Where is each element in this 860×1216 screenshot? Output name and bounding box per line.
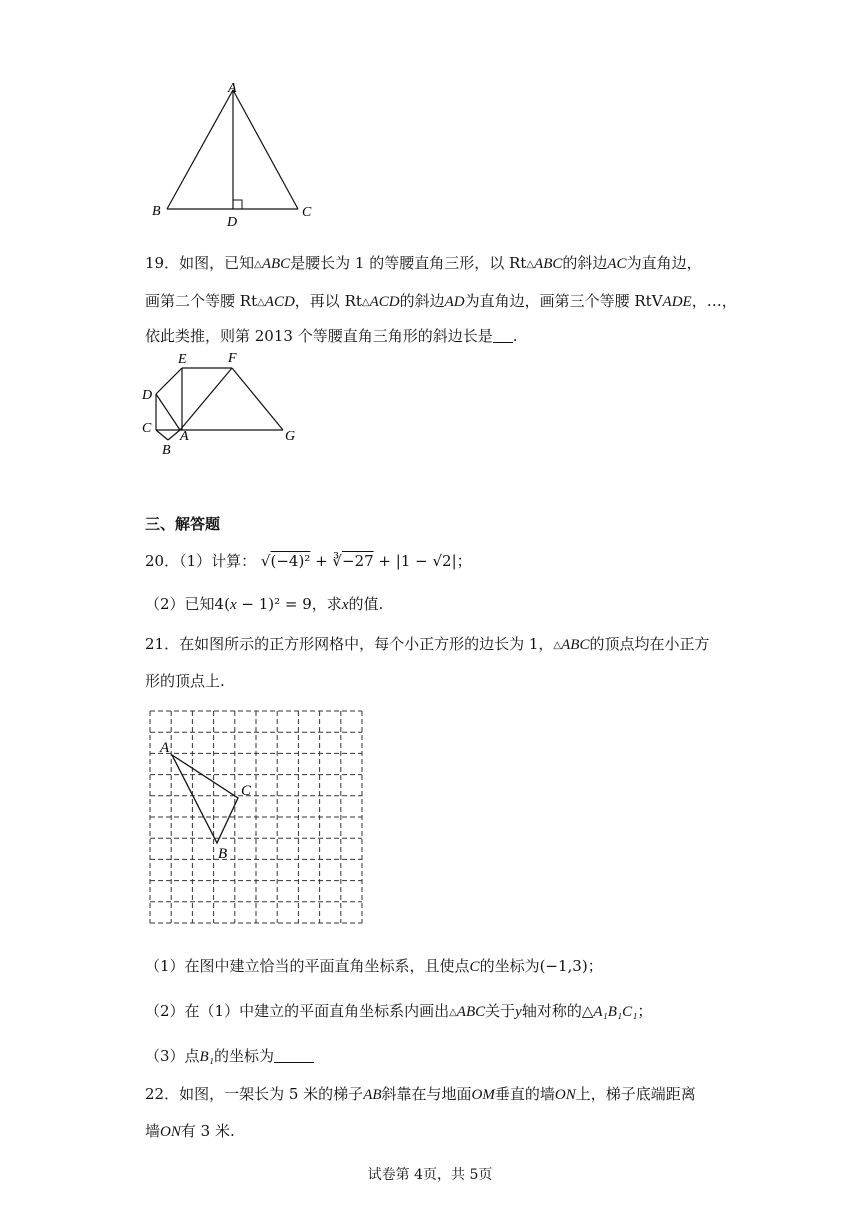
point-label-f: F [228,351,237,366]
section-heading: 三、解答题 [145,515,221,533]
question-21-line-2: 形的顶点上. [145,672,225,690]
answer-blank-21 [274,1048,314,1063]
question-21-subquestion-3: （3）点B₁的坐标为 [145,1045,314,1068]
triangle-abc [172,755,238,843]
question-19-line-3: 依此类推，则第 2013 个等腰直角三角形的斜边长是 . [145,327,518,345]
vertex-label-b: B [152,204,161,219]
grid-label-b: B [218,846,228,862]
question-21-subquestion-2: （2）在（1）中建立的平面直角坐标系内画出△ABC关于y轴对称的△A₁B₁C₁； [145,1002,653,1020]
question-21-subquestion-1: （1）在图中建立恰当的平面直角坐标系，且使点C的坐标为(−1,3)； [145,957,603,975]
point-label-e: E [178,352,187,367]
point-label-c: C [142,421,152,436]
point-label-b: B [162,443,171,458]
question-22-line-1: 22．如图，一架长为 5 米的梯子AB斜靠在与地面OM垂直的墙ON上，梯子底端距离 [145,1085,696,1103]
grid-label-c: C [241,783,252,799]
answer-blank-19 [493,328,513,343]
point-label-g: G [285,429,296,444]
question-22-line-2: 墙ON有 3 米. [145,1122,235,1140]
page-footer: 试卷第 4页，共 5页 [367,1167,493,1183]
triangle-figure-abc [140,78,330,228]
isosceles-chain-figure [140,348,310,460]
question-20-part-2: （2）已知4(x − 1)² = 9，求x的值. [145,595,384,613]
question-19-line-1: 19．如图，已知△ABC是腰长为 1 的等腰直角三形，以 Rt△ABC的斜边AC为直角边， [145,254,702,272]
question-19-line-2: 画第二个等腰 Rt△ACD，再以 Rt△ACD的斜边AD为直角边，画第三个等腰 RtVADE，…， [145,292,737,310]
question-20-part-1: 20．（1）计算： √(−4)² + ∛−27 + |1 − √2|； [145,552,472,570]
point-label-d: D [142,388,153,403]
equation-4x-minus-1-squared: 4(x − 1)² = 9 [214,595,312,613]
grid-label-a: A [160,740,170,756]
question-21-line-1: 21．在如图所示的正方形网格中，每个小正方形的边长为 1，△ABC的顶点均在小正方 [145,635,710,653]
vertex-label-d: D [227,215,238,228]
vertex-label-a: A [228,81,237,96]
vertex-label-c: C [302,205,312,220]
expression-sqrt-cbrt-abs: √(−4)² + ∛−27 + |1 − √2| [260,552,457,570]
point-label-a: A [180,429,189,444]
square-grid-figure [140,703,380,935]
